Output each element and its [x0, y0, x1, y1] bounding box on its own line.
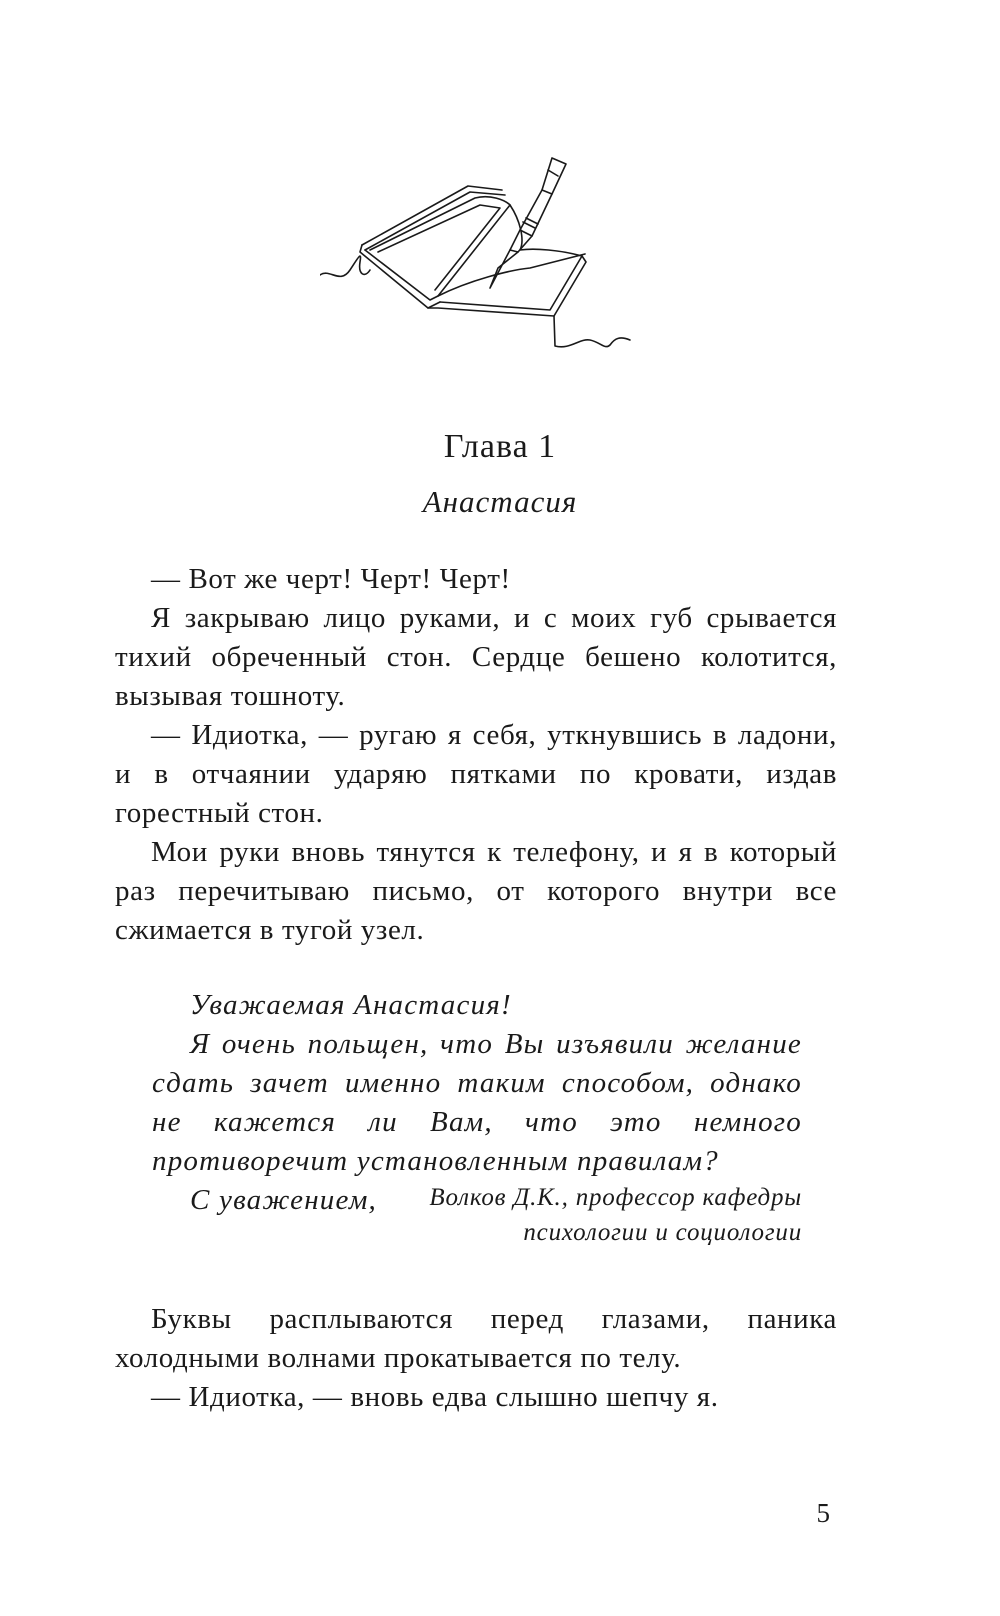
paragraph: Мои руки вновь тянутся к телефону, и я в который раз перечитываю письмо, от которого внутри все сжимается в тугой узел. — [115, 836, 837, 946]
page-number: 5 — [816, 1498, 830, 1528]
body-text-continued — [115, 1300, 837, 1417]
signature-line: Волков Д.К., профессор кафедры — [429, 1184, 802, 1211]
open-notebook-with-pen-icon — [320, 150, 640, 385]
letter-signature — [300, 1180, 802, 1250]
body-text — [115, 560, 837, 950]
chapter-subtitle: Анастасия — [422, 484, 578, 519]
signature-line: психологии и социологии — [523, 1219, 802, 1246]
paragraph: — Вот же черт! Черт! Черт! — [151, 563, 511, 595]
chapter-title: Глава 1 — [443, 428, 557, 465]
letter-text: Я очень польщен, что Вы изъявили желание сдать зачет именно таким способом, однако не кажется ли Вам, что это немного противоречит установленным правилам? — [152, 1028, 802, 1177]
paragraph: Буквы расплываются перед глазами, паника холодными волнами прокатывается по телу. — [115, 1303, 837, 1374]
paragraph: — Идиотка, — вновь едва слышно шепчу я. — [151, 1381, 719, 1413]
letter-closing: С уважением, — [190, 1184, 378, 1216]
paragraph: — Идиотка, — ругаю я себя, уткнувшись в ладони, и в отчаянии ударяю пятками по кровати, издав горестный стон. — [115, 719, 837, 829]
letter-greeting: Уважаемая Анастасия! — [190, 989, 512, 1021]
paragraph: Я закрываю лицо руками, и с моих губ срывается тихий обреченный стон. Сердце бешено колотится, вызывая тошноту. — [115, 602, 837, 712]
